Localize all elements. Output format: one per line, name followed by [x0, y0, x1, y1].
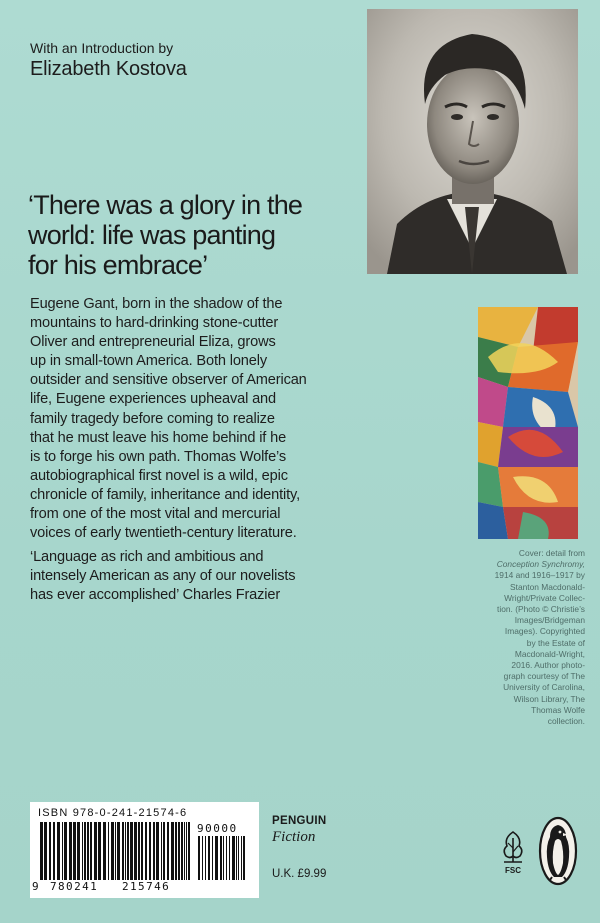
- caption-line: Stanton Macdonald-: [510, 581, 585, 592]
- caption-line: by the Estate of: [526, 637, 585, 648]
- barcode-bar: [163, 822, 165, 880]
- barcode-bar: [44, 822, 47, 880]
- barcode-bar: [69, 822, 72, 880]
- barcode-bar: [134, 822, 137, 880]
- barcode-bar: [181, 822, 183, 880]
- caption-line: graph courtesy of The: [503, 671, 585, 682]
- barcode-bar: [115, 822, 116, 880]
- barcode-bar: [198, 836, 200, 880]
- barcode-bar: [236, 836, 237, 880]
- caption-line: Macdonald-Wright,: [514, 648, 585, 659]
- quote-line: world: life was panting: [28, 220, 276, 250]
- barcode-bar: [73, 822, 76, 880]
- barcode-bar: [130, 822, 133, 880]
- barcode-bar: [90, 822, 92, 880]
- description-line: Oliver and entrepreneurial Eliza, grows: [30, 334, 276, 351]
- caption-line: collection.: [547, 716, 585, 727]
- book-price: U.K. £9.99: [272, 868, 327, 880]
- description-line: is to forge his own path. Thomas Wolfe’s: [30, 448, 287, 465]
- description-line: life, Eugene experiences upheaval and: [30, 391, 276, 408]
- barcode-bar: [184, 822, 185, 880]
- barcode-bar: [49, 822, 51, 880]
- barcode-panel: [30, 802, 259, 898]
- barcode-bar: [145, 822, 147, 880]
- barcode-bar: [171, 822, 174, 880]
- barcode-bar: [238, 836, 239, 880]
- author-photograph: [367, 9, 578, 274]
- fsc-label: FSC: [505, 866, 521, 875]
- barcode-bar: [57, 822, 60, 880]
- barcode-bar: [205, 836, 206, 880]
- barcode-bar: [167, 822, 169, 880]
- artwork-title: Conception Synchromy,: [496, 559, 585, 570]
- barcode-bar: [212, 836, 213, 880]
- ean-barcode: [40, 822, 190, 882]
- quote-line: for his embrace’: [28, 250, 208, 280]
- barcode-bar: [223, 836, 224, 880]
- caption-line: Images). Copyrighted: [504, 626, 585, 637]
- barcode-digit-first: 9: [32, 880, 41, 893]
- barcode-bar: [229, 836, 230, 880]
- description-line: Eugene Gant, born in the shadow of the: [30, 296, 283, 312]
- barcode-bar: [122, 822, 124, 880]
- description-line: up in small-town America. Both lonely: [30, 353, 267, 370]
- barcode-bar: [84, 822, 86, 880]
- caption-line: tion. (Photo © Christie’s: [497, 604, 585, 615]
- caption-line: 2016. Author photo-: [511, 660, 585, 671]
- barcode-bar: [178, 822, 180, 880]
- barcode-digits-right: 215746: [122, 880, 171, 893]
- pull-quote: [28, 190, 358, 280]
- description-line: mountains to hard-drinking stone-cutter: [30, 315, 279, 332]
- caption-line: Images/Bridgeman: [514, 615, 585, 626]
- barcode-bar: [186, 822, 187, 880]
- barcode-bar: [149, 822, 151, 880]
- barcode-bar: [108, 822, 109, 880]
- barcode-bar: [141, 822, 143, 880]
- review-line: intensely American as any of our novelists: [30, 568, 296, 585]
- publisher-block: [272, 815, 327, 846]
- barcode-bar: [226, 836, 227, 880]
- barcode-bar: [175, 822, 177, 880]
- description-line: that he must leave his home behind if he: [30, 429, 287, 446]
- barcode-bar: [127, 822, 129, 880]
- fsc-tree-icon: [498, 828, 528, 876]
- barcode-bar: [40, 822, 43, 880]
- caption-line: Wilson Library, The: [513, 693, 585, 704]
- barcode-bar: [98, 822, 101, 880]
- caption-line: [465, 559, 585, 570]
- description-line: family tragedy before coming to realize: [30, 410, 275, 427]
- barcode-bar: [161, 822, 162, 880]
- description-line: autobiographical first novel is a wild, epic: [30, 467, 288, 484]
- barcode-bar: [188, 822, 190, 880]
- barcode-bar: [156, 822, 159, 880]
- isbn-label: ISBN 978-0-241-21574-6: [38, 807, 188, 819]
- intro-author: Elizabeth Kostova: [30, 58, 187, 80]
- barcode-bar: [243, 836, 245, 880]
- review-line: ‘Language as rich and ambitious and: [30, 549, 264, 565]
- description-line: voices of early twentieth-century literature.: [30, 525, 297, 542]
- barcode-bar: [232, 836, 235, 880]
- barcode-bar: [215, 836, 218, 880]
- penguin-logo-icon: [538, 815, 578, 887]
- barcode-bar: [111, 822, 114, 880]
- barcode-bar: [117, 822, 120, 880]
- barcode-bar: [62, 822, 63, 880]
- barcode-bar: [220, 836, 222, 880]
- caption-line: University of Carolina,: [503, 682, 585, 693]
- book-description: [30, 295, 370, 543]
- caption-line: Cover: detail from: [518, 548, 585, 558]
- description-line: chronicle of family, inheritance and identity,: [30, 486, 300, 503]
- barcode-bar: [94, 822, 97, 880]
- intro-label: With an Introduction by: [30, 40, 174, 56]
- barcode-bar: [153, 822, 155, 880]
- caption-line: Wright/Private Collec-: [504, 592, 585, 603]
- barcode-bar: [64, 822, 67, 880]
- review-line: has ever accomplished’ Charles Frazier: [30, 587, 281, 604]
- barcode-bar: [138, 822, 140, 880]
- barcode-bar: [82, 822, 83, 880]
- quote-line: ‘There was a glory in the: [28, 190, 303, 220]
- publisher-name: PENGUIN: [272, 815, 327, 827]
- description-line: outsider and sensitive observer of American: [30, 372, 307, 389]
- barcode-bar: [103, 822, 106, 880]
- barcode-bar: [241, 836, 242, 880]
- barcode-bar: [125, 822, 126, 880]
- addon-barcode: [198, 836, 246, 882]
- review-quote: [30, 548, 370, 605]
- cover-art-detail: [478, 307, 578, 539]
- caption-line: 1914 and 1916–1917 by: [494, 570, 585, 581]
- barcode-digits-left: 780241: [50, 880, 99, 893]
- introduction-credit: [30, 40, 187, 81]
- cover-caption: [465, 548, 585, 727]
- barcode-bar: [53, 822, 55, 880]
- barcode-bar: [87, 822, 89, 880]
- price-code: 90000: [197, 822, 238, 835]
- barcode-bar: [208, 836, 210, 880]
- description-line: from one of the most vital and mercurial: [30, 506, 281, 523]
- caption-line: Thomas Wolfe: [531, 704, 585, 715]
- barcode-bar: [77, 822, 80, 880]
- barcode-bar: [202, 836, 203, 880]
- publisher-imprint: Fiction: [272, 829, 316, 845]
